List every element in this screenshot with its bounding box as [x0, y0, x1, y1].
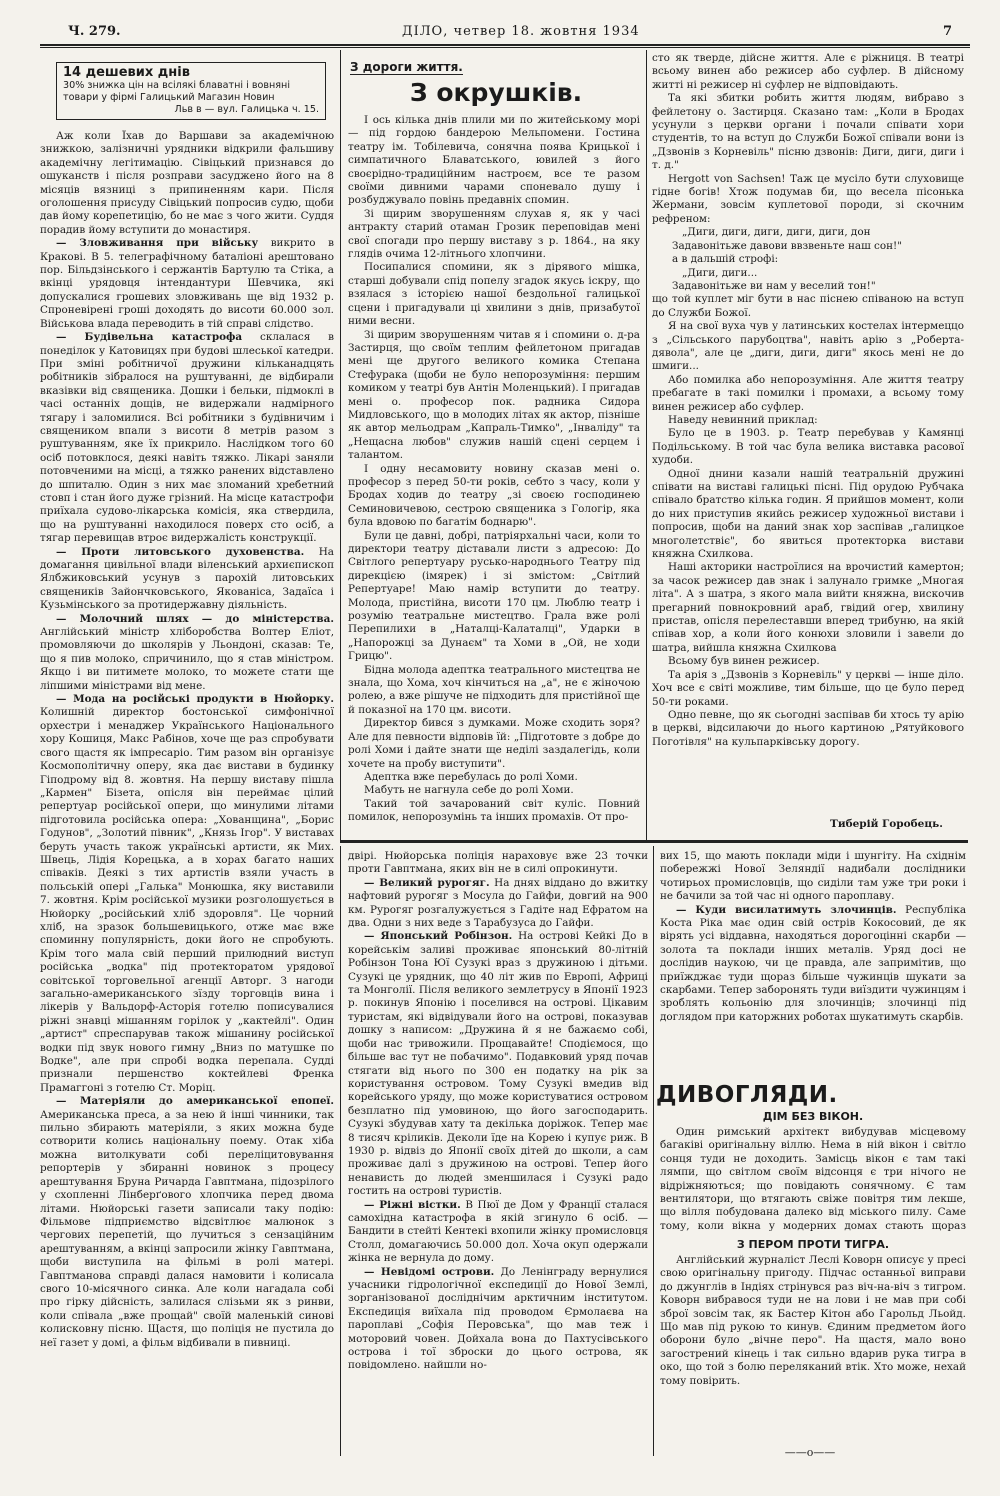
bmid-p3: На острові Кейкі До в корейськім заливі проживає японський 80-літній Робінзон Тона Юї Сузукі враз з дружиною і дітьми. Сузукі це урядник, що 40 літ жив по Европі, Африці та Монголії. Після великого землетрусу в Японії 1923 р. покинув Японію і поселився на острові. Цікавим туристам, які відвідували його на острові, показував дошку з написом: „Дружина й я не бажаємо собі, щоби нас тривожили. Прощавайте! Сподіємося, що більше вас тут не побачимо". Подавковий уряд почав стягати від нього по 300 ен податку на рік за користування островом. Тому Сузукі вмедив від корейського уряду, що може користуватися островом безплатно під умовиною, що його загосподарить. Сузукі збудував хату та декілька доріжок. Тепер має 8 тисяч кріликів. Деколи їде на Корею і купує риж. В 1930 р. відвіз до Японії своїх дітей до школи, а сам проживає далі з дружиною на острові. Тепер його ненависть до людей зменшилася і Сузукі радо гостить на острові туристів.	[348, 930, 648, 1198]
left-h5: — Молочний шлях — до міністерства.	[56, 612, 334, 625]
ad-line-3: Льв в — вул. Галицька ч. 15.	[174, 104, 319, 115]
bmid-p2: На днях віддано до вжитку нафтовий рурогяг з Мосула до Гайфи, довгий на 900 км. Рурогяг розгалужується з Гадіте над Ефратом на два. Одни з них веде з Тарабузуса до Гайфи.	[348, 876, 648, 930]
mid-p7: Бідна молода адептка театрального мистецтва не знала, що Хома, хоч кінчиться на „а", не є жіночою ролею, а вже рішуче не підходить для пристійної ще й показної на 170 цм. висоти.	[348, 663, 640, 716]
bmid-p5: До Ленінграду вернулися учасники гідрологічної експедиції до Нової Землі, зорганізованої досліднічим арктичним інститутом. Експедиція виїхала під проводом Єрмолаєва на пароплаві „Софія Перовська", що мав теж і моторовий човен. Дойхала вона до Пахтусівського острова і тої зброски до цього острова, як повідомлено. найшли но-	[348, 1265, 648, 1372]
right-p2: Та які збитки робить життя людям, вибраво з фейлетону о. Застирця. Сказано там: „Коли в Бродах усунули з церкви органи і почали співати хори студентів, то на вступ до Служби Божої співали вони із „Дзвонів з Корневіль" пісню дзвонів: Диги, диги, диги і т. д."	[652, 92, 964, 172]
col-rule-1	[340, 50, 341, 840]
mid-p1: І ось кілька днів плили ми по житейському морі — під гордою бандерою Мельпомени. Гостина театру ім. Тобілевича, сонячна поява Крицької і симпатичного Блаватського, ювилей з його своєрідно-традиційним настроєм, все те разом своїми дивними чарами споневало душу і розбуджувало повінь предавніх спомин.	[348, 114, 640, 207]
right-q4: „Диги, диги...	[682, 266, 758, 279]
right-p7: Наведу невинний приклад:	[668, 413, 818, 426]
ad-line-2: товари у фірмі Галицький Магазин Новин	[63, 92, 275, 103]
right-p3: Hergott von Sachsen! Таж це мусіло бути слуховище гідне богів! Хтож подумав би, що весела пісонька Жермани, зовсім куплетової породи, зі скочним рефреном:	[652, 172, 964, 225]
right-p8: Було це в 1903. р. Театр перебував у Камянці Подільському. В той час була велика виставка расової худоби.	[652, 427, 964, 467]
left-h4: — Проти литовського духовенства.	[56, 545, 305, 558]
bmid-h3: — Японський Робінзон.	[364, 930, 513, 943]
mid-p9: Адептка вже перебулась до ролі Хоми.	[364, 770, 578, 783]
ad-title: 14 дешевих днів	[63, 65, 190, 80]
ad-line-1: 30% знижка цін на всілякі блаватні і вовняні	[63, 80, 290, 91]
left-p3: склалася в понеділок у Катовицях при будові шлеської катедри. При зміні робітничої дружини кільканадцять робітників зібралося на руштуванні, де відбирали вказівки від священика. Дошки і бельки, підмоклі в часі останніх дощів, не видержали надмірного тягару і заломилися. Всі робітники з будівничим і священиком впали з висоти 8 метрів разом з руштуванням, яке їх прикрило. Наслідком того 60 осіб потовклося, деякі навіть тяжко. Лікарі заняли потовченими на місці, а тяжко ранених відставлено до шпиталю. Один з них має зломаний хребетний стовп і стан його дуже грізний. На місце катастрофи приїхала судово-лікарська комісія, яка ствердила, що на руштуванні находилося поверх сто осіб, а тягар перевищав втроє видержалість конструкції.	[40, 331, 334, 545]
right-p4: що той куплет міг бути в нас піснею співаною на вступ до Служби Божої.	[652, 293, 964, 319]
left-column	[40, 130, 334, 1450]
right-p6: Або помилка або непорозуміння. Але життя театру пребагате в такі помилки і промахи, а всьому тому винен режисер або суфлер.	[652, 373, 964, 413]
right-p10: Наші акторики настроїлися на врочистий камертон; за часок режисер дав знак і залунало гримке „Многая літа". А з шатра, з якого мала вийти княжна, вискочив прегарний повнокровний араб, гвідий огер, хвилину пристав, опісля перелеставши вперед трибуню, на якій співав хор, а коли його конюхи зловили і завели до шатра, вийшла княжна Схилкова	[652, 561, 964, 654]
right-p1: сто як тверде, дійсне життя. Але є ріжниця. В театрі всьому винен або режисер або суфлер. В дійсному житті ні режисер ні суфлер не відповідають.	[652, 52, 964, 91]
end-ornament: ——o——	[784, 1446, 836, 1459]
mid-p2: Зі щирим зворушенням слухав я, як у часі антракту старий отаман Грозик переповідав мені свої спогади про першу виставу з р. 1864., на яку глядів очима 12-літнього хлопчини.	[348, 207, 640, 261]
feuilleton-kicker: З дороги життя.	[350, 60, 463, 74]
left-h2: — Зловживання при війську	[56, 237, 259, 250]
masthead-date: ДІЛО, четвер 18. жовтня 1934	[402, 24, 640, 39]
left-p5: Англійський міністр хліборобства Волтер Еліот, промовляючи до школярів у Льондоні, сказав: Те, що я пив молоко, спричинило, що я став міністром. Якщо і ви питимете молоко, то можете стати ще ліпшими міністрами від мене.	[40, 626, 334, 692]
mid-p6: Були це давні, добрі, патріярхальні часи, коли то директори театру діставали листи з адресою: До Світлого репертуару русько-народнього Театру під дирекцією (імярек) і зі змістом: „Світлий Репертуаре! Маю намір вступити до театру. Молода, пристійна, висоти 170 цм. Люблю театр і розумію театральне мистецтво. Грала вже ролі Перепилихи в „Наталці-Калаталці", Ударки в „Напорожці за Дунаєм" та Хоми в „Ой, не ходи Грицю".	[348, 529, 640, 663]
right-q2: Задавонітьже давови ввзвеньте наш сон!"	[672, 239, 902, 252]
subheading-tiger: З ПЕРОМ ПРОТИ ТИГРА.	[736, 1238, 890, 1251]
right-p13: Одно певне, що як сьогодні заспівав би хтось ту арію в церкві, відсилаючи до нього картиною „Рятуйкового Поготівля" на кульпарківську дорогу.	[652, 708, 964, 748]
mid-p5: І одну несамовиту новину сказав мені о. професор з перед 50-ти років, себто з часу, коли у Бродах ходив до театру „зі своєю господинею Семиновичевою, сестрою священика з Гологір, яка була вдовою по багатім боднарю".	[348, 462, 640, 529]
col-rule-2	[646, 50, 647, 840]
left-p4: На домагання цивільної влади віленський архиєпископ Ялбжиковський усунув з парохій литовських священиків Зайончковського, Якованіса, Задаїса і Кузьмінського за протидержавну діяльність.	[40, 545, 334, 612]
ad-box	[56, 62, 326, 120]
right-p11: Всьому був винен режисер.	[668, 655, 820, 668]
bottom-right-story-1	[660, 1126, 966, 1232]
bright-p3: Один римський архітект вибудував місцевому багаківі оригінальну віллю. Нема в ній вікон і світло сонця туди не доходить. Замісць вікон є там такі лямпи, що світлом своїм відсонця є три нічого не відріжняються; що повідають сонячному. Є там вентилятори, що втягають свіже повітря тим лекше, що вілля побудована далеко від міського пилу. Саме тому, коли вікна у модерних домах стають щораз	[660, 1126, 966, 1232]
mid-p8: Директор бився з думками. Може сходить зоря? Але для певности відповів їй: „Підготовте з добре до ролі Хоми і дайте знати ще неділі заздалегідь, коли хочете на пробу виступити".	[348, 717, 640, 770]
left-p6: Колишній директор бостонської симфонічної орхестри і менаджер Українського Національного хору Кошиця, Макс Рабінов, хоче ще раз спробувати свого щастя як імпресаріо. Тим разом він організує Космополітичну оперу, яка дає вистави в будинку Гіподрому від 8. жовтня. На першу виставу пішла „Кармен" Бізета, опісля він переймає цілий репертуар російської опери, що минулими літами підготовила російська опера: „Хованщина", „Борис Годунов", „Золотий півник", „Князь Ігор". У виставах беруть участь також українські артисти, як Мих. Швець, Лідія Корецька, а в хорах багато наших співаків. Деякі з тих артистів взяли участь в польській опері „Галька" Монюшка, яку виставили 7. жовтня. Крім російської музики розголошується в Нюйорку „російський хліб здоровля". Це чорний хліб, на зразок большевицького, отже має вже споминну популярність, доки його не спробують. Крім того мала свій перший прилюдний виступ російська „водка" під протекторатом урядової совітської торговельної агенції Авторг. З нагоди загально-американського зїзду торговців вина і лікерів у Вальдорф-Асторія готелю пописувалися ріжні знавці мішанням горілок у „кактейлі". Один „артист" спреспарував також мішанину російської водки під звук нового гимну „Вниз по матушке по Водке", але при спробі водка перепала. Судді признали першенство коктейлеві Френка Прамаггоні з готелю Ст. Моріц.	[40, 706, 334, 1094]
bottom-right-story-2	[660, 1254, 966, 1444]
mid-p3: Посипалися спомини, як з дірявого мішка, старші добували спід попелу згадок якусь іскру, що взялася з історією нашої бездольної галицької сцени і пригадували ці хвилини з днів, призабутої ними весни.	[348, 261, 640, 328]
mid-p11: Такий той зачарований світ куліс. Повний помилок, непорозумінь та інших промахів. От про-	[348, 797, 640, 824]
bmid-h4: — Ріжні вістки.	[364, 1198, 461, 1211]
left-p2: викрито в Кракові. В 5. телеграфічному баталіоні арештовано пор. Більдзінського і сержантів Бартулю та Стіка, а вкінці урядовця інтендантури Шевчика, які допускалися грошевих зловживань ще від 1932 р. Спроневірені гроші доходять до висоти 60.000 зол. Військова влада переводить в тій справі слідство.	[40, 237, 334, 330]
col-rule-3	[340, 846, 341, 1456]
bright-p1: вих 15, що мають поклади міди і шунгіту. На східнім побережжі Нової Зеляндії надибали дослідники чотирьох промисловців, що сиділи там уже три роки і не бачили за той час ні одного пароплаву.	[660, 850, 966, 903]
story-divider	[340, 840, 968, 843]
mid-p4: Зі щирим зворушенням читав я і спомини о. д-ра Застирця, що своїм теплим фейлетоном пригадав мені ще другого великого комика Степана Стефурака (щоби не було непорозуміння: першим комиком у театрі був Антін Моленцький). І пригадав мені о. професор пок. радника Сидора Мидловського, що в молодих літах як актор, пізніше як автор мельодрам „Капраль-Тимко", „Інваліду" та „Нещасна любов" служив нашій сцені серцем і талантом.	[348, 328, 640, 462]
left-p1: Аж коли Їхав до Варшави за академічною знижкою, залізничні урядники відкрили фальшиву академічну легітимацію. Сівіцький признався до ошуканств і після розправи засуджено його на 8 місяців вязниці з припиненням кари. Після оголошення присуду Сівіцький попросив судю, щоби дав йому корепетицію, бо не має з чого жити. Суддя порадив йому вступити до монастиря.	[40, 130, 334, 236]
bottom-mid-column	[348, 850, 648, 1450]
right-q5: Задавонітьже ви нам у веселий тон!"	[672, 279, 876, 292]
right-q3: а в дальшій строфі:	[672, 253, 779, 266]
right-p12: Та арія з „Дзвонів з Корневіль" у церкві — інше діло. Хоч все є світі можливе, тим більше, що це було перед 50-ти роками.	[652, 668, 964, 708]
header-rule	[40, 44, 970, 46]
col-rule-4	[653, 846, 654, 1456]
bright-p2: Республіка Коста Ріка має один свій острів Кокосовий, де як вірять усі віддавна, находяться дорогоцінні скарби — золота та поклади інших металів. Уряд досі не дослідив наукою, чи це правда, але запримітив, що приїжджає туди щораз більше чужинців шукати за скарбами. Тепер заборонять туди виїздити чужинцям і зроблять кольонію для злочинців; злочинці під доглядом при каторжних роботах шукатимуть скарбів.	[660, 903, 966, 1023]
header-rule-thin	[40, 47, 970, 48]
feuilleton-headline: З окрушків.	[409, 78, 583, 107]
bright-h2: — Куди висилатимуть злочинців.	[676, 903, 897, 916]
section-heading: ДИВОГЛЯДИ.	[656, 1082, 838, 1108]
left-p7: Американська преса, а за нею й інші чинники, так пильно збирають матеріяли, з яких можна буде сотворити колись національну поему. Отак хіба можна витолкувати собі переліцитовування репортерів у збиранні новинок з процесу арештування Бруна Ричарда Гавптмана, підозрілого у схопленні Лінберґового хлопчика перед двома літами. Нюйорські газети записали таку подію: Фільмове підприємство відсвітлює малюнок з чергових перепетій, що лучиться з сензаційним арештуванням, а вкінці запросили жінку Гавптмана, щоби виступила на фільмі в ролі матері. Гавптманова справді далася намовити і колисала свого 10-місячного синка. Але коли нагадала собі про гірку дійсність, залилася слізьми як з ринви, коли співала „вже прощай" своїй маленькій синові колисковну пісню. Щастя, що поліція не пустила до неї газет у домі, а фільм відбивали в пивниці.	[40, 1108, 334, 1349]
right-q1: „Диги, диги, диги, диги, диги, дон	[682, 226, 871, 239]
left-h6b: в Нюйорку.	[259, 693, 334, 706]
bmid-p1: двірі. Нюйорська поліція нараховує вже 23 точки проти Гавптмана, яких він не в силі опрокинути.	[348, 850, 648, 876]
bright-p4: Англійський журналіст Леслі Коворн описує у пресі свою оригінальну пригоду. Підчас останньої виправи до джунглів в Індіях стрінувся раз віч-на-віч з тигром. Коворн вибравося туди не на лови і не мав при собі зброї зовсім так, як Бастер Кітон або Гарольд Льойд. Що мав під рукою то кинув. Єдиним предметом його оборони було „вічне перо". На щастя, мало воно загострений кінець і так сильно вдарив рука тигра в око, що той з болю переляканий втік. Хто може, нехай тому повірить.	[660, 1254, 966, 1387]
bmid-p4: В Пюї де Дом у Франції сталася самохідна катастрофа в якій згинуло 6 осіб. — Бандити в стейті Кентекі вхопили жінку промисловця Столл, домагаючись 50.000 дол. Хоча окуп одержали жінка не вернула до дому.	[348, 1198, 648, 1265]
author-signature: Тиберій Горобець.	[830, 818, 943, 830]
mid-p10: Мабуть не нагнула себе до ролі Хоми.	[364, 784, 574, 797]
bmid-h5: — Невідомі острови.	[364, 1265, 495, 1278]
left-h3: — Будівельна катастрофа	[56, 331, 243, 344]
subheading-house: ДІМ БЕЗ ВІКОН.	[762, 1110, 864, 1123]
right-column	[652, 52, 964, 814]
left-h7: — Матеріяли до американської епопеї.	[56, 1095, 334, 1108]
bmid-h2: — Великий рурогяг.	[364, 876, 490, 889]
left-h6: — Мода на російські продукти	[56, 693, 254, 706]
mid-column	[348, 114, 640, 834]
right-p5: Я на свої вуха чув у латинських костелах інтермеццо з „Сільського парубоцтва", навіть арію з „Роберта-дявола", але це „диги, диги, диги" якось мені не до шмиги...	[652, 320, 964, 373]
bottom-right-column-top	[660, 850, 966, 1074]
issue-number: Ч. 279.	[68, 24, 121, 39]
right-p9: Одної днини казали нашій театральній дружині співати на виставі галицькі пісні. Під орудою Рубчака співало братство кілька годин. Я прийшов момент, коли до них приступив якийсь режисер художньої вистави і попросив, щоби на даний знак хор заспівав „галицкое многолетствіє", бо явиться протекторка вистави княжна Схилкова.	[652, 467, 964, 561]
page-number: 7	[942, 24, 952, 39]
page-header	[40, 24, 960, 44]
